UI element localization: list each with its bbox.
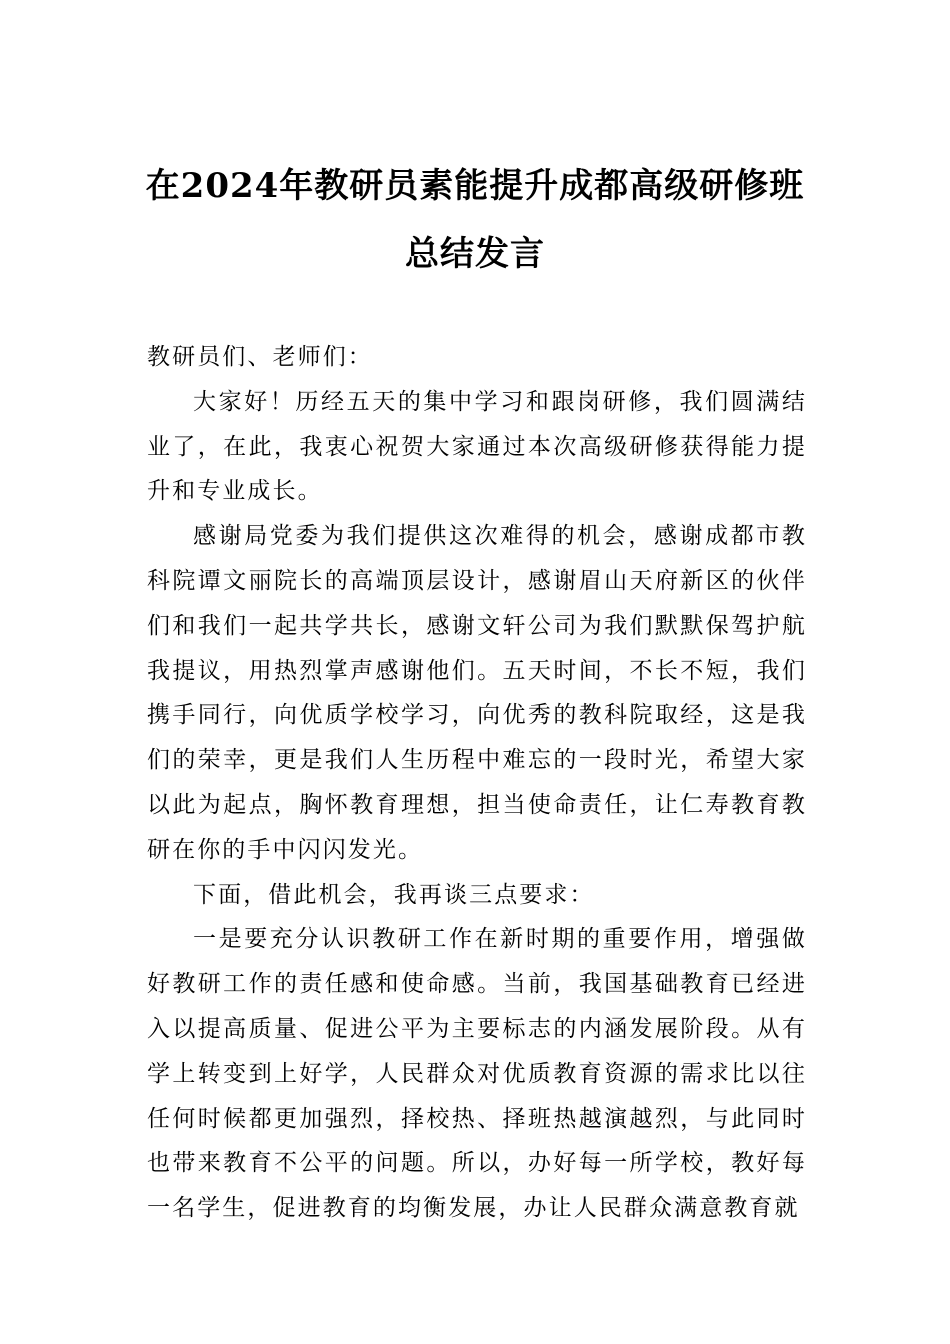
salutation: 教研员们、老师们： xyxy=(147,344,373,370)
document-title-line-2: 总结发言 xyxy=(405,234,545,274)
paragraph-thanks: 感谢局党委为我们提供这次难得的机会，感谢成都市教科院谭文丽院长的高端顶层设计，感谢眉山天府新区的伙伴们和我们一起共学共长，感谢文轩公司为我们默默保驾护航我提议，用热烈掌声感谢他们。五天时间，不长不短，我们携手同行，向优质学校学习，向优秀的教科院取经，这是我们的荣幸，更是我们人生历程中难忘的一段时光，希望大家以此为起点，胸怀教育理想，担当使命责任，让仁寿教育教研在你的手中闪闪发光。 xyxy=(147,523,807,863)
document-title-line-1: 在2024年教研员素能提升成都高级研修班 xyxy=(145,166,805,206)
document-body xyxy=(147,335,807,1231)
paragraph-requirement-one: 一是要充分认识教研工作在新时期的重要作用，增强做好教研工作的责任感和使命感。当前，我国基础教育已经进入以提高质量、促进公平为主要标志的内涵发展阶段。从有学上转变到上好学，人民群众对优质教育资源的需求比以往任何时候都更加强烈，择校热、择班热越演越烈，与此同时也带来教育不公平的问题。所以，办好每一所学校，教好每一名学生，促进教育的均衡发展，办让人民群众满意教育就 xyxy=(147,926,807,1222)
paragraph-requirements-intro: 下面，借此机会，我再谈三点要求： xyxy=(193,881,595,908)
paragraph-greeting: 大家好！历经五天的集中学习和跟岗研修，我们圆满结业了，在此，我衷心祝贺大家通过本次高级研修获得能力提升和专业成长。 xyxy=(147,388,807,505)
